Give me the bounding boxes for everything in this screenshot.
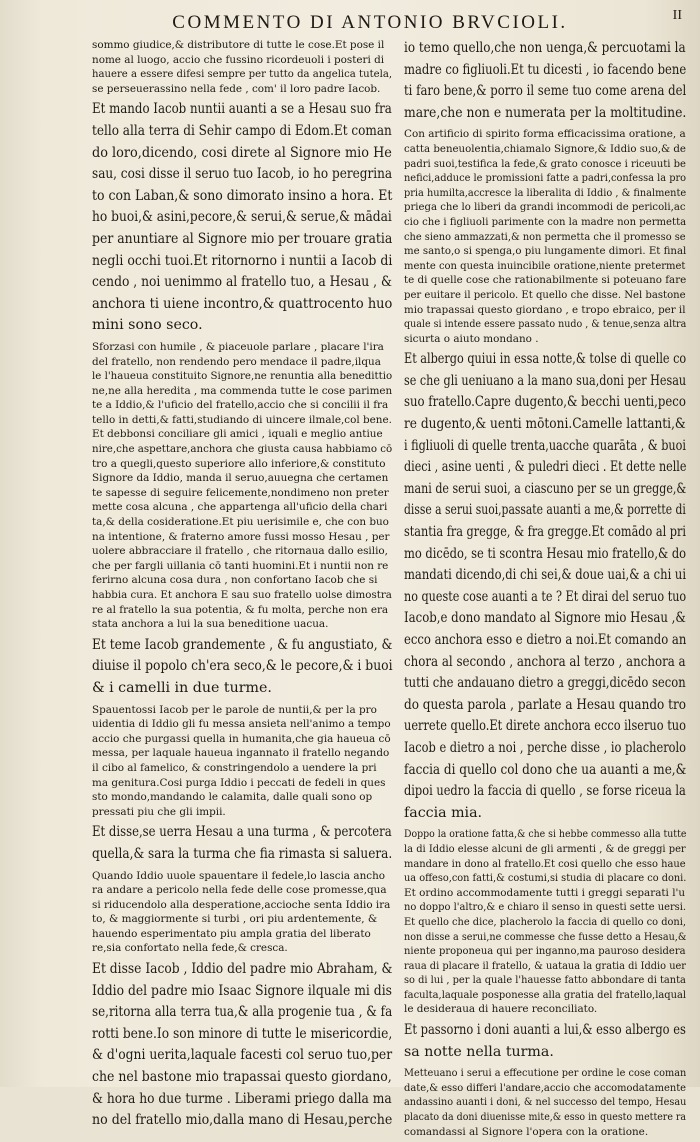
text-line: Iacob,e dono mandato al Signore mio Hesau ,& [404,610,686,627]
text-line: ma genitura.Cosi purga Iddio i peccati de fedeli in ques [92,776,386,789]
text-line: te sapesse di seguire felicemente,nondimeno non preter [92,486,389,499]
text-line: non disse a serui,ne commesse che fusse detto a Hesau,& [404,930,687,943]
text-line: i figliuoli di quelle trenta,uacche quarāta , & buoi [404,437,686,454]
text-line: Et disse,se uerra Hesau a una turma , & percotera [92,824,392,841]
text-line: niente proponeua qui per inganno,ma pauroso desidera [404,945,686,958]
text-line: se che gli ueniuano a la mano sua,doni per Hesau [404,372,687,389]
text-line: stata anchora a lui la sua beneditione uacua. [92,618,329,631]
text-line: so di lui , per la quale l'hauesse fatto abbondare di tanta [404,974,686,987]
text-line: Iacob e dietro a noi , perche disse , io placherolo [404,739,687,756]
text-line: priega che lo liberi da grandi incommodi de pericoli,ac [404,201,686,214]
right-text-column [404,38,687,1138]
text-line: la di Iddio elesse alcuni de gli armenti , & de greggi per [404,842,686,855]
text-line: se,ritorna alla terra tua,& alla progenie tua , & fa [92,1004,393,1021]
text-line: che sieno ammazzati,& non permetta che il promesso se [404,230,686,243]
text-line: date,& esso differi l'andare,accio che accomodatamente [404,1081,687,1094]
text-line: le l'haueua constituito Signore,ne renuntia alla benedittio [92,370,393,383]
text-line: no doppo l'altro,& e chiaro il senso in questi sette uersi. [404,901,687,914]
text-line: quella,& sara la turma che fia rimasta si saluera. [92,845,393,862]
running-title: COMMENTO DI ANTONIO BRVCIOLI. [172,12,568,33]
text-line: ua offeso,con fatti,& costumi,si studia di placare co doni. [404,872,687,885]
text-line: se perseuerassino nella fede , com' il loro padre Iacob. [92,82,381,95]
folio-number: II [672,8,682,23]
text-line: cendo , noi uenimmo al fratello tuo, a Hesau , & [92,274,392,291]
text-line: si riducendolo alla desperatione,accioche senta Iddio ira [92,898,391,911]
text-line: placato da doni diuenisse mite,& esso in questo mettere ra [404,1111,687,1124]
text-line: accio che purgassi quella in humanita,che gia haueua cō [92,732,391,745]
text-line: Sforzasi con humile , & piaceuole parlare , placare l'ira [92,340,384,353]
commentary-passage [404,127,686,346]
text-line: stantia fra gregge, & fra gregge.Et comādo al pri [404,524,686,541]
text-line: uolere abbracciare il fratello , che ritornaua dallo esilio, [92,545,388,558]
text-line: io temo quello,che non uenga,& percuotami la [404,40,686,56]
text-line: na intentione, & fraterno amore fussi mosso Hesau , per [92,530,390,543]
running-header [0,8,700,34]
text-line: messa, per laquale haueua ingannato il fratello negando [92,747,390,760]
text-line: Et ordino accommodamente tutti i greggi separati l'u [404,886,686,899]
text-line: Spauentossi Iacob per le parole de nuntii,& per la pro [92,703,377,716]
text-line: ferirno alcuna cosa dura , non confortano Iacob che si [92,574,378,587]
text-line: & d'ogni uerita,laquale facesti col seruo tuo,per [92,1047,393,1064]
text-line: hauere a essere difesi sempre per tutto da angelica tutela, [92,68,393,81]
text-line: Et passorno i doni auanti a lui,& esso albergo es [404,1022,686,1039]
text-line: ra andare a pericolo nella fede delle cose promesse,qua [92,884,387,897]
text-line: tello in detti,& fatti,studiando di uincere ilmale,col bene. [92,413,392,426]
scripture-passage [92,99,392,337]
text-line: do loro,dicendo, cosi direte al Signore mio He [92,144,392,161]
text-line: & hora ho due turme . Liberami priego dalla ma [92,1090,392,1107]
text-line: catta beneuolentia,chiamalo Signore,& Iddio suo,& de [404,142,686,155]
text-line: tello alla terra di Sehir campo di Edom.Et coman [92,122,392,139]
text-line: disse a serui suoi,passate auanti a me,& porrette di [404,502,686,519]
text-line: nire,che aspettare,anchora che giusta causa habbiamo cō [92,443,393,456]
text-line: che per fargli uillania cō tanti huomini.Et i nuntii non re [92,559,389,572]
text-line: rotti bene.Io son minore di tutte le misericordie, [92,1025,393,1042]
text-line: Signore da Iddio, manda il seruo,auuegna che certamen [92,472,389,485]
commentary-passage [92,703,392,820]
text-line: faccia mia. [404,804,483,821]
text-line: dipoi uedro la faccia di quello , se forse riceua la [404,783,686,800]
text-line: per anuntiare al Signore mio per trouare gratia [92,230,393,247]
text-line: to, & maggiormente si turbi , ori piu ardentemente, & [92,913,378,926]
scripture-passage [404,38,686,124]
text-line: mandare in dono al fratello.Et cosi quello che esso haue [404,857,686,870]
text-line: Et debbonsi conciliare gli amici , iquali e meglio antiue [92,428,383,441]
text-line: suo fratello.Capre dugento,& becchi uenti,peco [404,394,686,411]
text-line: il cibo al famelico, & constringendolo a uendere la pri [92,761,377,774]
text-line: pria humilta,accresce la liberalita di Iddio , & finalmente [404,186,687,199]
text-line: che nel bastone mio trapassai questo giordano, [92,1069,392,1086]
text-line: tutti che andauano dietro a greggi,dicēdo secon [404,675,686,692]
text-line: sau, cosi disse il seruo tuo Iacob, io ho peregrina [92,166,393,183]
text-line: raua di placare il fratello, & uataua la gratia di Iddio uer [404,959,686,972]
text-line: te di quelle cose che rationabilmente si poteuano fare [404,274,687,287]
text-line: mo dicēdo, se ti scontra Hesau mio fratello,& do [404,545,687,562]
text-line: Et teme Iacob grandemente , & fu angustiato, & [92,636,393,653]
text-line: andassino auanti i doni, & nel successo del tempo, Hesau [404,1096,687,1109]
text-line: comandassi al Signore l'opera con la oratione. [404,1125,649,1138]
text-line: do questa parola , parlate a Hesau quando tro [404,696,686,713]
text-line: nefici,adduce le promissioni fatte a padri,confessa la pro [404,172,687,185]
text-line: uidentia di Iddio gli fu messa ansieta nell'animo a tempo [92,718,391,731]
text-line: re al fratello la sua potentia, & fu molta, perche non era [92,603,389,616]
text-line: Con artificio di spirito forma efficacissima oratione, a [404,128,686,141]
text-line: & i camelli in due turme. [92,679,272,696]
text-line: sto mondo,mandando le calamita, dalle quali sono op [92,791,373,804]
text-line: mette cosa alcuna , che appartenga all'uficio della chari [92,501,388,514]
text-line: Et albergo quiui in essa notte,& tolse di quelle co [404,351,687,368]
text-line: Et mando Iacob nuntii auanti a se a Hesau suo fra [92,101,392,118]
text-line: me santo,o si spenga,o piu lungamente dimori. Et final [404,245,687,258]
text-line: ta,& della cosideratione.Et piu uerisimile e, che con buo [92,516,389,529]
text-line: faculta,laquale posponesse alla gratia del fratello,laqual [404,988,687,1001]
scripture-passage [92,822,392,865]
text-line: no del fratello mio,dalla mano di Hesau,perche [92,1112,393,1129]
text-line: re dugento,& uenti mōtoni.Camelle lattanti,& [404,416,686,433]
text-line: mandati dicendo,di chi sei,& doue uai,& a chi ui [404,567,687,584]
scripture-passage [404,1020,686,1063]
text-line: ecco anchora esso e dietro a noi.Et comando an [404,632,687,648]
text-line: re,sia confortato nella fede,& cresca. [92,942,288,955]
text-line: mini sono seco. [92,317,203,334]
text-line: Et quello che dice, placherolo la faccia di quello co doni, [404,915,687,928]
text-line: sicurta o aiuto mondano . [404,332,539,345]
text-line: ti faro bene,& porro il seme tuo come arena del [404,83,687,100]
text-line: Et disse Iacob , Iddio del padre mio Abraham, & [92,961,393,978]
text-line: sommo giudice,& distributore di tutte le cose.Et pose il [92,39,385,51]
text-line: faccia di quello col dono che ua auanti a me,& [404,761,687,778]
text-line: mare,che non e numerata per la moltitudine. [404,104,687,121]
text-line: cio che i figliuoli parimente con la madre non permetta [404,215,687,228]
text-line: tro a quegli,questo superiore allo inferiore,& constituto [92,457,386,470]
text-line: ho buoi,& asini,pecore,& serui,& serue,& mādai [92,209,392,226]
text-line: per euitare il pericolo. Et quello che disse. Nel bastone [404,288,686,301]
text-line: ne,ne alla heredita , ma commenda tutte le cose parimen [92,384,393,397]
text-line: mente con questa inuincibile oratione,niente pretermet [404,259,686,272]
text-line: to con Laban,& sono dimorato insino a hora. Et [92,187,393,204]
text-line: hauendo esperimentato piu ampla gratia del liberato [92,927,371,940]
left-text-column [92,38,393,1129]
text-line: anchora ti uiene incontro,& quattrocento huo [92,295,393,312]
text-line: mani de serui suoi, a ciascuno per se un gregge,& [404,480,687,497]
text-line: Metteuano i serui a effecutione per ordine le cose coman [404,1067,687,1080]
text-line: mio trapassai questo giordano , e tropo ebraico, per il [404,303,686,316]
scripture-passage [92,959,392,1132]
text-line: nome al luogo, accio che fussino ricordeuoli i posteri di [92,53,385,66]
text-line: madre co figliuoli.Et tu dicesti , io facendo bene [404,61,687,78]
text-line: sa notte nella turma. [404,1043,554,1060]
text-line: quale si intende essere passato nudo , & tenue,senza altra [404,318,687,331]
text-line: diuise il popolo ch'era seco,& le pecore,& i buoi [92,658,393,675]
commentary-passage [92,38,392,96]
text-line: no queste cose auanti a te ? Et dirai del seruo tuo [404,588,687,605]
text-line: del fratello, non rendendo pero mendace il padre,ilqua [92,355,381,368]
text-line: pressati piu che gli impii. [92,805,226,818]
text-line: uerrete quello.Et direte anchora ecco ilseruo tuo [404,718,686,735]
text-line: habbia cura. Et anchora E sau suo fratello uolse dimostra [92,589,392,601]
commentary-passage [92,340,392,632]
commentary-passage [404,827,686,1017]
text-line: le desideraua di hauere reconciliato. [404,1003,598,1016]
text-line: chora al secondo , anchora al terzo , anchora a [404,653,686,670]
text-line: dieci , asine uenti , & puledri dieci . Et dette nelle [404,459,687,476]
text-line: Doppo la oratione fatta,& che si hebbe commesso alla tutte [404,828,687,841]
text-line: Iddio del padre mio Isaac Signore ilquale mi dis [92,982,392,999]
scripture-passage [92,635,392,700]
commentary-passage [404,1066,686,1139]
text-line: te a Iddio,& l'uficio del fratello,accio che si concilii il fra [92,399,389,412]
scripture-passage [404,349,686,824]
text-line: padri suoi,testifica la fede,& grato conosce i riceuuti be [404,157,686,170]
text-line: negli occhi tuoi.Et ritornorno i nuntii a Iacob di [92,252,393,269]
commentary-passage [92,869,392,957]
text-line: Quando Iddio uuole spauentare il fedele,lo lascia ancho [92,869,386,882]
